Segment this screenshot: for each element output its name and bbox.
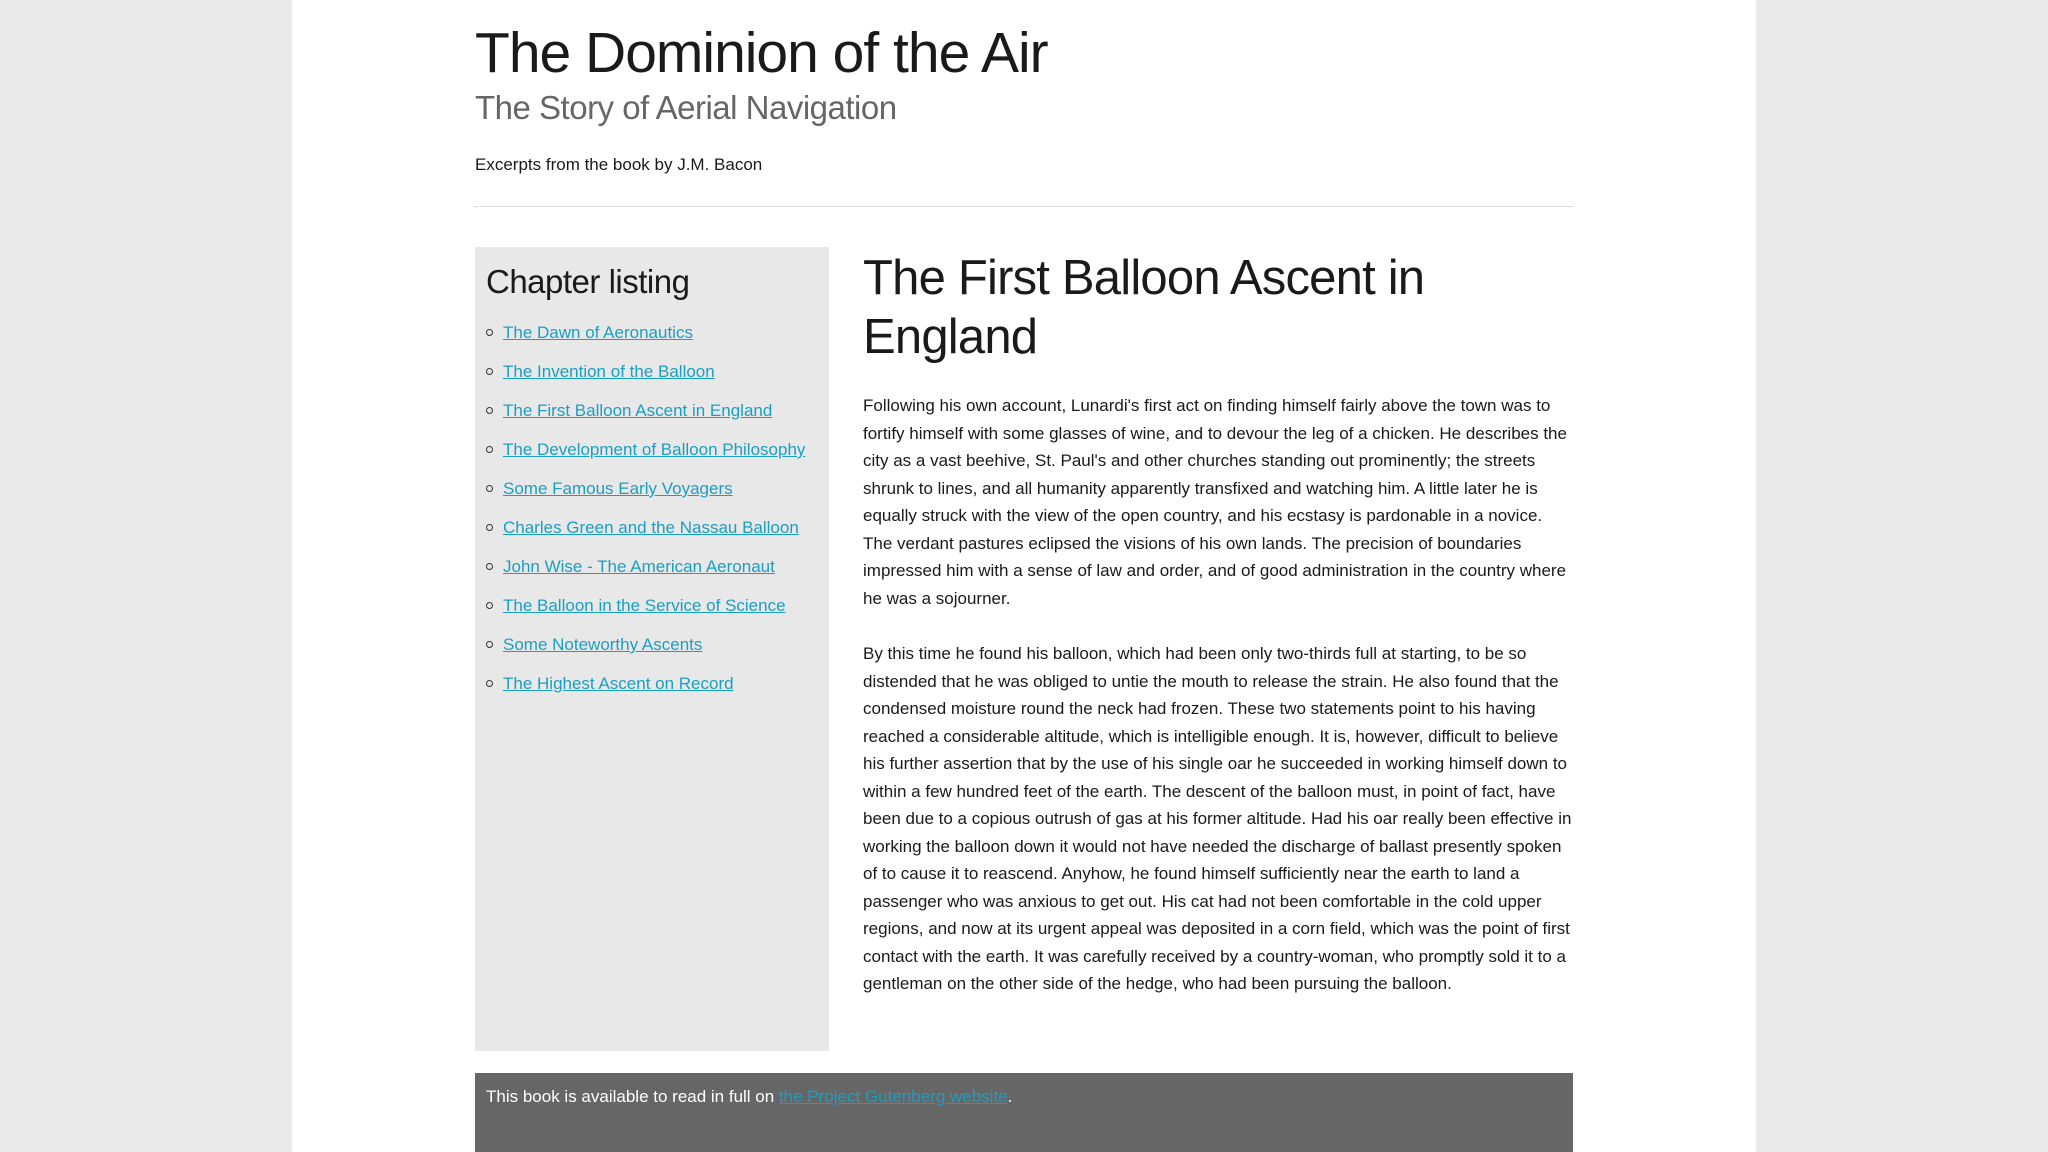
chapter-item xyxy=(486,556,829,595)
chapter-link-balloon-philosophy[interactable]: The Development of Balloon Philosophy xyxy=(503,440,806,459)
chapter-item xyxy=(486,400,829,439)
chapter-item xyxy=(486,517,829,556)
article-paragraph: By this time he found his balloon, which had been only two-thirds full at starting, to be so distended that he was obliged to untie the mouth to release the strain. He also found that the condensed moisture round the neck had frozen. These two statements point to his having reached a considerable altitude, which is intelligible enough. It is, however, difficult to believe his further assertion that by the use of his single oar he succeeded in working himself down to within a few hundred feet of the earth. The descent of the balloon must, in point of fact, have been due to a copious outrush of gas at his former altitude. Had his oar really been effective in working the balloon down it would not have needed the discharge of ballast presently spoken of to cause it to reascend. Anyhow, he found himself sufficiently near the earth to land a passenger who was anxious to get out. His cat had not been comfortable in the cold upper regions, and now at its urgent appeal was deposited in a corn field, which was the point of first contact with the earth. It was carefully received by a country-woman, who promptly sold it to a gentleman on the other side of the hedge, who had been pursuing the balloon. xyxy=(863,644,1572,993)
footer-text xyxy=(486,1086,1012,1108)
chapter-link-early-voyagers[interactable]: Some Famous Early Voyagers xyxy=(503,479,733,498)
chapter-link-john-wise[interactable]: John Wise - The American Aeronaut xyxy=(503,557,775,576)
site-header xyxy=(475,0,1573,207)
footer-text-before: This book is available to read in full on xyxy=(486,1087,779,1106)
chapter-link-first-balloon-ascent[interactable]: The First Balloon Ascent in England xyxy=(503,401,773,420)
site-title: The Dominion of the Air xyxy=(475,21,1048,85)
chapter-item xyxy=(486,673,829,712)
article-paragraph: Following his own account, Lunardi's first act on finding himself fairly above the town was to fortify himself with some glasses of wine, and to devour the leg of a chicken. He describes the city as a vast beehive, St. Paul's and other churches standing out prominently; the streets shrunk to lines, and all humanity apparently transfixed and watching him. A little later he is equally struck with the view of the open country, and his ecstasy is pardonable in a novice. The verdant pastures eclipsed the visions of his own lands. The precision of boundaries impressed him with a sense of law and order, and of good administration in the country where he was a sojourner. xyxy=(863,396,1567,608)
sidebar-heading: Chapter listing xyxy=(486,263,690,300)
footer-text-after: . xyxy=(1007,1087,1013,1106)
site-footer xyxy=(475,1073,1573,1152)
gutenberg-link[interactable]: the Project Gutenberg website xyxy=(778,1087,1008,1106)
chapter-list xyxy=(475,322,829,712)
chapter-item xyxy=(486,478,829,517)
chapter-item xyxy=(486,439,829,478)
page-wrapper xyxy=(475,0,1573,1106)
article-title: The First Balloon Ascent in England xyxy=(863,251,1425,364)
chapter-item xyxy=(486,361,829,400)
page xyxy=(292,0,1756,1152)
chapter-link-charles-green[interactable]: Charles Green and the Nassau Balloon xyxy=(503,518,799,537)
chapter-link-dawn-of-aeronautics[interactable]: The Dawn of Aeronautics xyxy=(503,323,693,342)
site-subtitle: The Story of Aerial Navigation xyxy=(475,89,897,126)
chapter-item xyxy=(486,634,829,673)
chapter-link-invention-of-balloon[interactable]: The Invention of the Balloon xyxy=(503,362,715,381)
article xyxy=(863,247,1573,998)
chapter-link-highest-ascent[interactable]: The Highest Ascent on Record xyxy=(503,674,734,693)
chapter-link-noteworthy-ascents[interactable]: Some Noteworthy Ascents xyxy=(503,635,703,654)
content-area xyxy=(475,247,1573,1051)
article-body xyxy=(863,392,1573,998)
chapter-item xyxy=(486,595,829,634)
chapter-item xyxy=(486,322,829,361)
chapter-link-service-of-science[interactable]: The Balloon in the Service of Science xyxy=(503,596,786,615)
site-byline: Excerpts from the book by J.M. Bacon xyxy=(475,155,763,174)
chapter-sidebar xyxy=(475,247,829,1051)
